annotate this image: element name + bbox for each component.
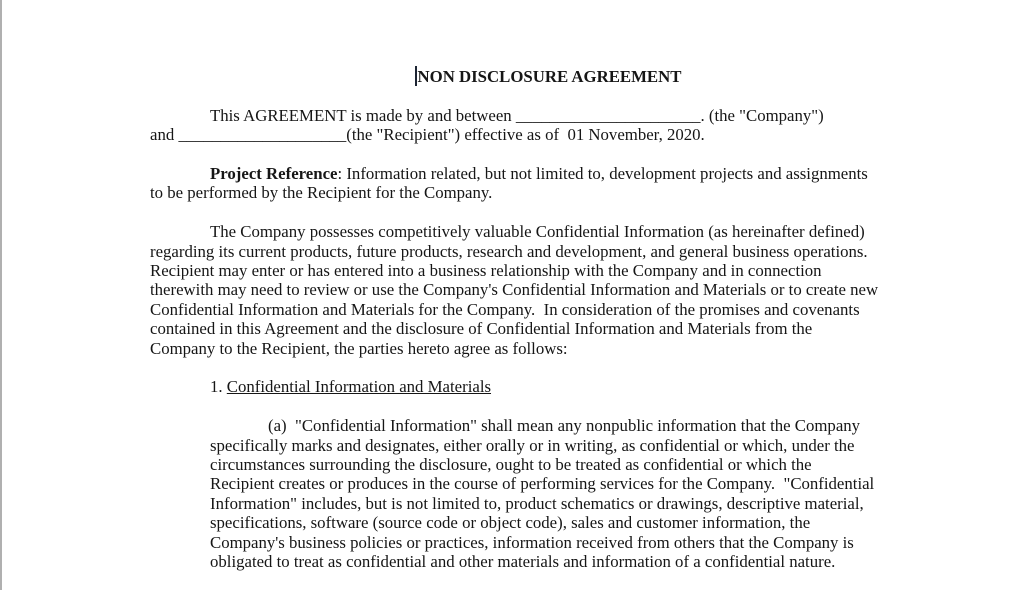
clause-a-paragraph: (a) "Confidential Information" shall mean any nonpublic information that the Company specifically marks and designates, either orally or in writing, as confidential or which, under the circumstances surrounding the disclosure, ought to be treated as confidential or which the Recipient creates or produces in the course of performing services for the Company. "Confidential Information" includes, but is not limited to, product schematics or drawings, descriptive material, specifications, software (source code or object code), sales and customer information, the Company's business policies or practices, information received from others that the Company is obligated to treat as confidential and other materials and information of a confidential nature. [210,416,879,572]
company-name-blank[interactable]: ______________________ [515,105,701,125]
recipient-name-blank[interactable]: ____________________ [178,125,347,145]
text-cursor [415,66,417,86]
section-1-number: 1. [210,377,227,397]
document-title [150,66,880,86]
project-reference-paragraph [150,164,880,203]
document-title-text: NON DISCLOSURE AGREEMENT [417,67,682,86]
intro-text-4: (the "Recipient") effective as of 01 November, 2020. [346,125,705,145]
background-paragraph: The Company possesses competitively valuable Confidential Information (as hereinafter defined) regarding its current products, future products, research and development, and general business operations. Recipient may enter or has entered into a business relationship with the Company and in connection therewith may need to review or use the Company's Confidential Information and Materials or to create new Confidential Information and Materials for the Company. In consideration of the promises and covenants contained in this Agreement and the disclosure of Confidential Information and Materials from the Company to the Recipient, the parties hereto agree as follows: [150,222,883,358]
page-edge-line [0,0,2,590]
intro-text-3: and [150,125,179,145]
section-1-heading [150,377,880,396]
section-1-heading-text: Confidential Information and Materials [226,377,492,397]
intro-paragraph [150,106,880,145]
intro-text-2: . (the "Company") [700,105,824,125]
project-reference-text: : Information related, but not limited to, development projects and assignments to be performed by the Recipient for the Company. [150,164,873,203]
intro-text-1: This AGREEMENT is made by and between [210,105,516,125]
document-content[interactable] [150,0,883,590]
project-reference-label: Project Reference [210,164,338,183]
